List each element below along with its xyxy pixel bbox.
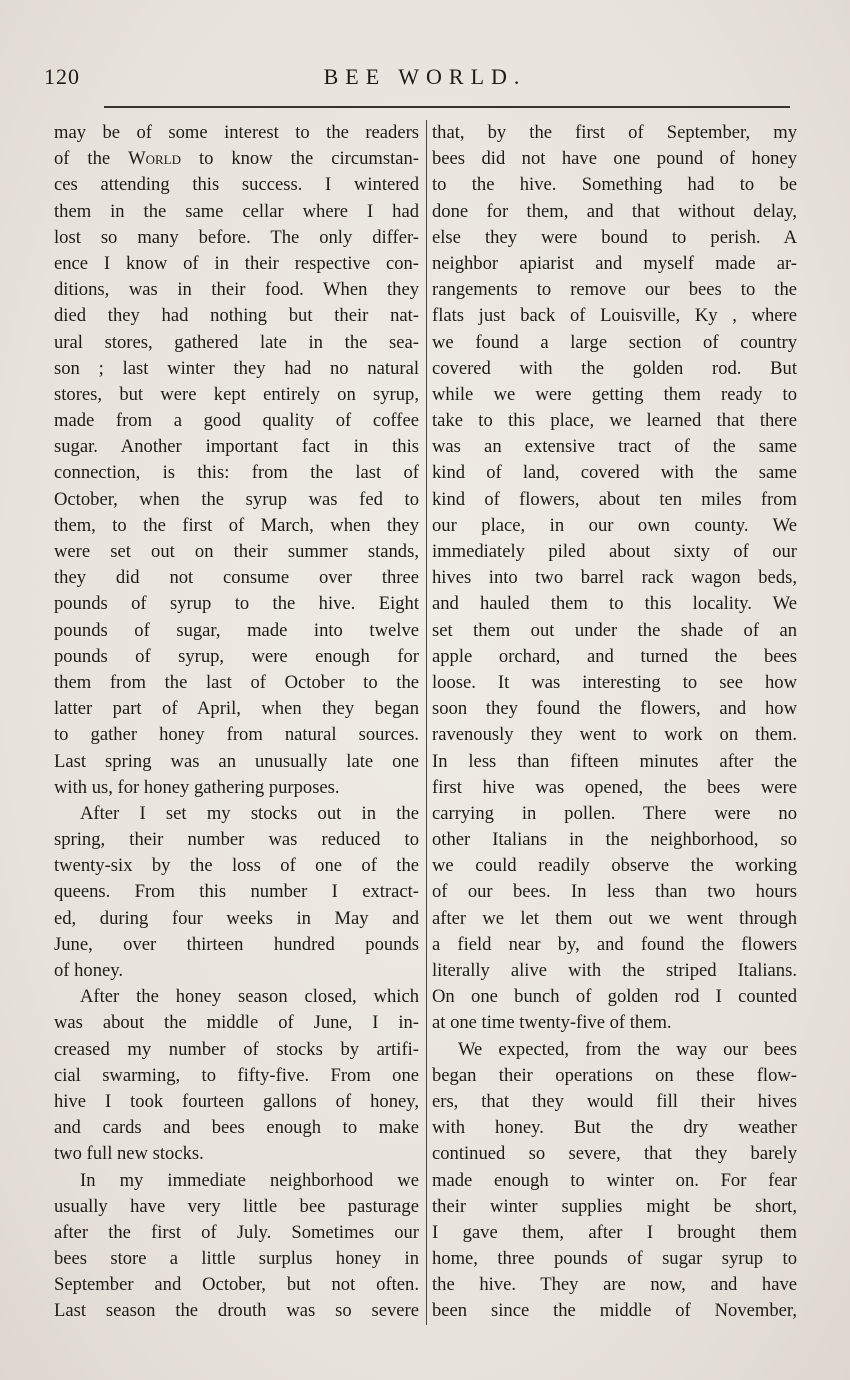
text-line: a field near by, and found the flowers <box>432 933 797 955</box>
text-line: and cards and bees enough to make <box>54 1117 419 1139</box>
text-line: immediately piled about sixty of our <box>432 541 797 562</box>
text-line: On one bunch of golden rod I counted <box>432 986 797 1008</box>
text-line: hives into two barrel rack wagon beds, <box>432 567 797 589</box>
text-line: we found a large section of country <box>432 331 797 353</box>
text-line: other Italians in the neighborhood, so <box>432 829 797 851</box>
text-line: cial swarming, to fifty-five. From one <box>54 1064 419 1086</box>
text-line: ces attending this success. I wintered <box>54 174 419 196</box>
text-line: to gather honey from natural sources. <box>54 724 419 746</box>
text-line: After I set my stocks out in the <box>80 802 419 824</box>
text-line: ed, during four weeks in May and <box>54 907 419 929</box>
text-line: soon they found the flowers, and how <box>432 698 797 720</box>
text-line: stores, but were kept entirely on syrup, <box>54 383 419 405</box>
text-line: pounds of syrup, were enough for <box>54 645 419 667</box>
text-line: of honey. <box>54 960 124 981</box>
text-line: connection, is this: from the last of <box>54 462 419 484</box>
text-line: son ; last winter they had no natural <box>54 357 419 379</box>
text-line: spring, their number was reduced to <box>54 829 419 851</box>
text-line: them, to the first of March, when they <box>54 514 419 536</box>
text-line: creased my number of stocks by artifi- <box>54 1038 419 1060</box>
text-line: pounds of sugar, made into twelve <box>54 619 419 641</box>
text-line: carrying in pollen. There were no <box>432 802 797 824</box>
text-line: the hive. They are now, and have <box>432 1274 797 1296</box>
text-line: we could readily observe the working <box>432 855 797 877</box>
text-line: sugar. Another important fact in this <box>54 436 419 458</box>
text-line: done for them, and that without delay, <box>432 200 797 222</box>
header-rule <box>104 106 790 108</box>
text-line: them from the last of October to the <box>54 671 419 693</box>
text-line: else they were bound to perish. A <box>432 226 797 248</box>
left-text-column <box>54 120 419 1335</box>
text-line: began their operations on these flow- <box>432 1064 797 1086</box>
text-line: ditions, was in their food. When they <box>54 279 419 301</box>
text-line: first hive was opened, the bees were <box>432 776 797 798</box>
text-line: set them out under the shade of an <box>432 619 797 641</box>
text-line: Last season the drouth was so severe <box>54 1300 419 1322</box>
text-line: usually have very little bee pasturage <box>54 1195 419 1217</box>
text-line: bees store a little surplus honey in <box>54 1248 419 1270</box>
text-line: rangements to remove our bees to the <box>432 279 797 301</box>
text-line: with us, for honey gathering purposes. <box>54 776 340 798</box>
text-line: and hauled them to this locality. We <box>432 593 797 615</box>
text-line: of our bees. In less than two hours <box>432 881 797 903</box>
text-line: to the hive. Something had to be <box>432 174 797 196</box>
text-line: continued so severe, that they barely <box>432 1143 797 1165</box>
text-line: was an extensive tract of the same <box>432 436 797 458</box>
text-line: loose. It was interesting to see how <box>432 671 797 693</box>
text-line: ers, that they would fill their hives <box>432 1090 797 1112</box>
text-line: literally alive with the striped Italians. <box>432 960 797 981</box>
text-line: kind of flowers, about ten miles from <box>432 488 797 510</box>
text-line: while we were getting them ready to <box>432 383 797 405</box>
text-line: ural stores, gathered late in the sea- <box>54 331 419 353</box>
text-line: after we let them out we went through <box>432 907 797 929</box>
text-line: ravenously they went to work on them. <box>432 724 797 746</box>
text-line: apple orchard, and turned the bees <box>432 645 797 667</box>
text-line: after the first of July. Sometimes our <box>54 1221 419 1243</box>
text-line: hive I took fourteen gallons of honey, <box>54 1090 419 1112</box>
text-line: that, by the first of September, my <box>432 122 797 143</box>
text-line: In my immediate neighborhood we <box>80 1169 419 1191</box>
text-line: take to this place, we learned that there <box>432 410 797 432</box>
text-line: were set out on their summer stands, <box>54 541 419 562</box>
text-line: flats just back of Louisville, Ky , where <box>432 305 797 327</box>
text-line: may be of some interest to the readers <box>54 122 419 143</box>
text-line: bees did not have one pound of honey <box>432 148 797 170</box>
text-line: of the World to know the circumstan- <box>54 148 419 170</box>
text-line: latter part of April, when they began <box>54 698 419 720</box>
text-line: June, over thirteen hundred pounds <box>54 933 419 955</box>
text-line: neighbor apiarist and myself made ar- <box>432 252 797 274</box>
text-line: two full new stocks. <box>54 1143 204 1165</box>
right-text-column <box>432 120 797 1335</box>
text-line: I gave them, after I brought them <box>432 1221 797 1243</box>
text-line: ence I know of in their respective con- <box>54 252 419 274</box>
text-line: kind of land, covered with the same <box>432 462 797 484</box>
text-line: they did not consume over three <box>54 567 419 589</box>
text-line: In less than fifteen minutes after the <box>432 750 797 772</box>
text-line: made from a good quality of coffee <box>54 410 419 432</box>
running-title: BEE WORLD. <box>323 64 527 89</box>
text-line: made enough to winter on. For fear <box>432 1169 797 1191</box>
text-line: died they had nothing but their nat- <box>54 305 419 327</box>
text-line: pounds of syrup to the hive. Eight <box>54 593 419 615</box>
text-line: covered with the golden rod. But <box>432 357 797 379</box>
column-divider <box>426 120 427 1325</box>
text-line: queens. From this number I extract- <box>54 881 419 903</box>
text-line: them in the same cellar where I had <box>54 200 419 222</box>
text-line: their winter supplies might be short, <box>432 1195 797 1217</box>
text-line: lost so many before. The only differ- <box>54 226 419 248</box>
text-line: our place, in our own county. We <box>432 514 797 536</box>
text-line: After the honey season closed, which <box>80 986 419 1008</box>
text-line: been since the middle of November, <box>432 1300 797 1322</box>
text-line: at one time twenty-five of them. <box>432 1012 672 1034</box>
text-line: was about the middle of June, I in- <box>54 1012 419 1034</box>
text-line: We expected, from the way our bees <box>458 1038 797 1060</box>
text-line: twenty-six by the loss of one of the <box>54 855 419 877</box>
page-number: 120 <box>44 64 80 89</box>
text-line: home, three pounds of sugar syrup to <box>432 1248 797 1270</box>
text-line: September and October, but not often. <box>54 1274 419 1296</box>
text-line: with honey. But the dry weather <box>432 1117 797 1139</box>
text-line: October, when the syrup was fed to <box>54 488 419 510</box>
text-line: Last spring was an unusually late one <box>54 750 419 772</box>
